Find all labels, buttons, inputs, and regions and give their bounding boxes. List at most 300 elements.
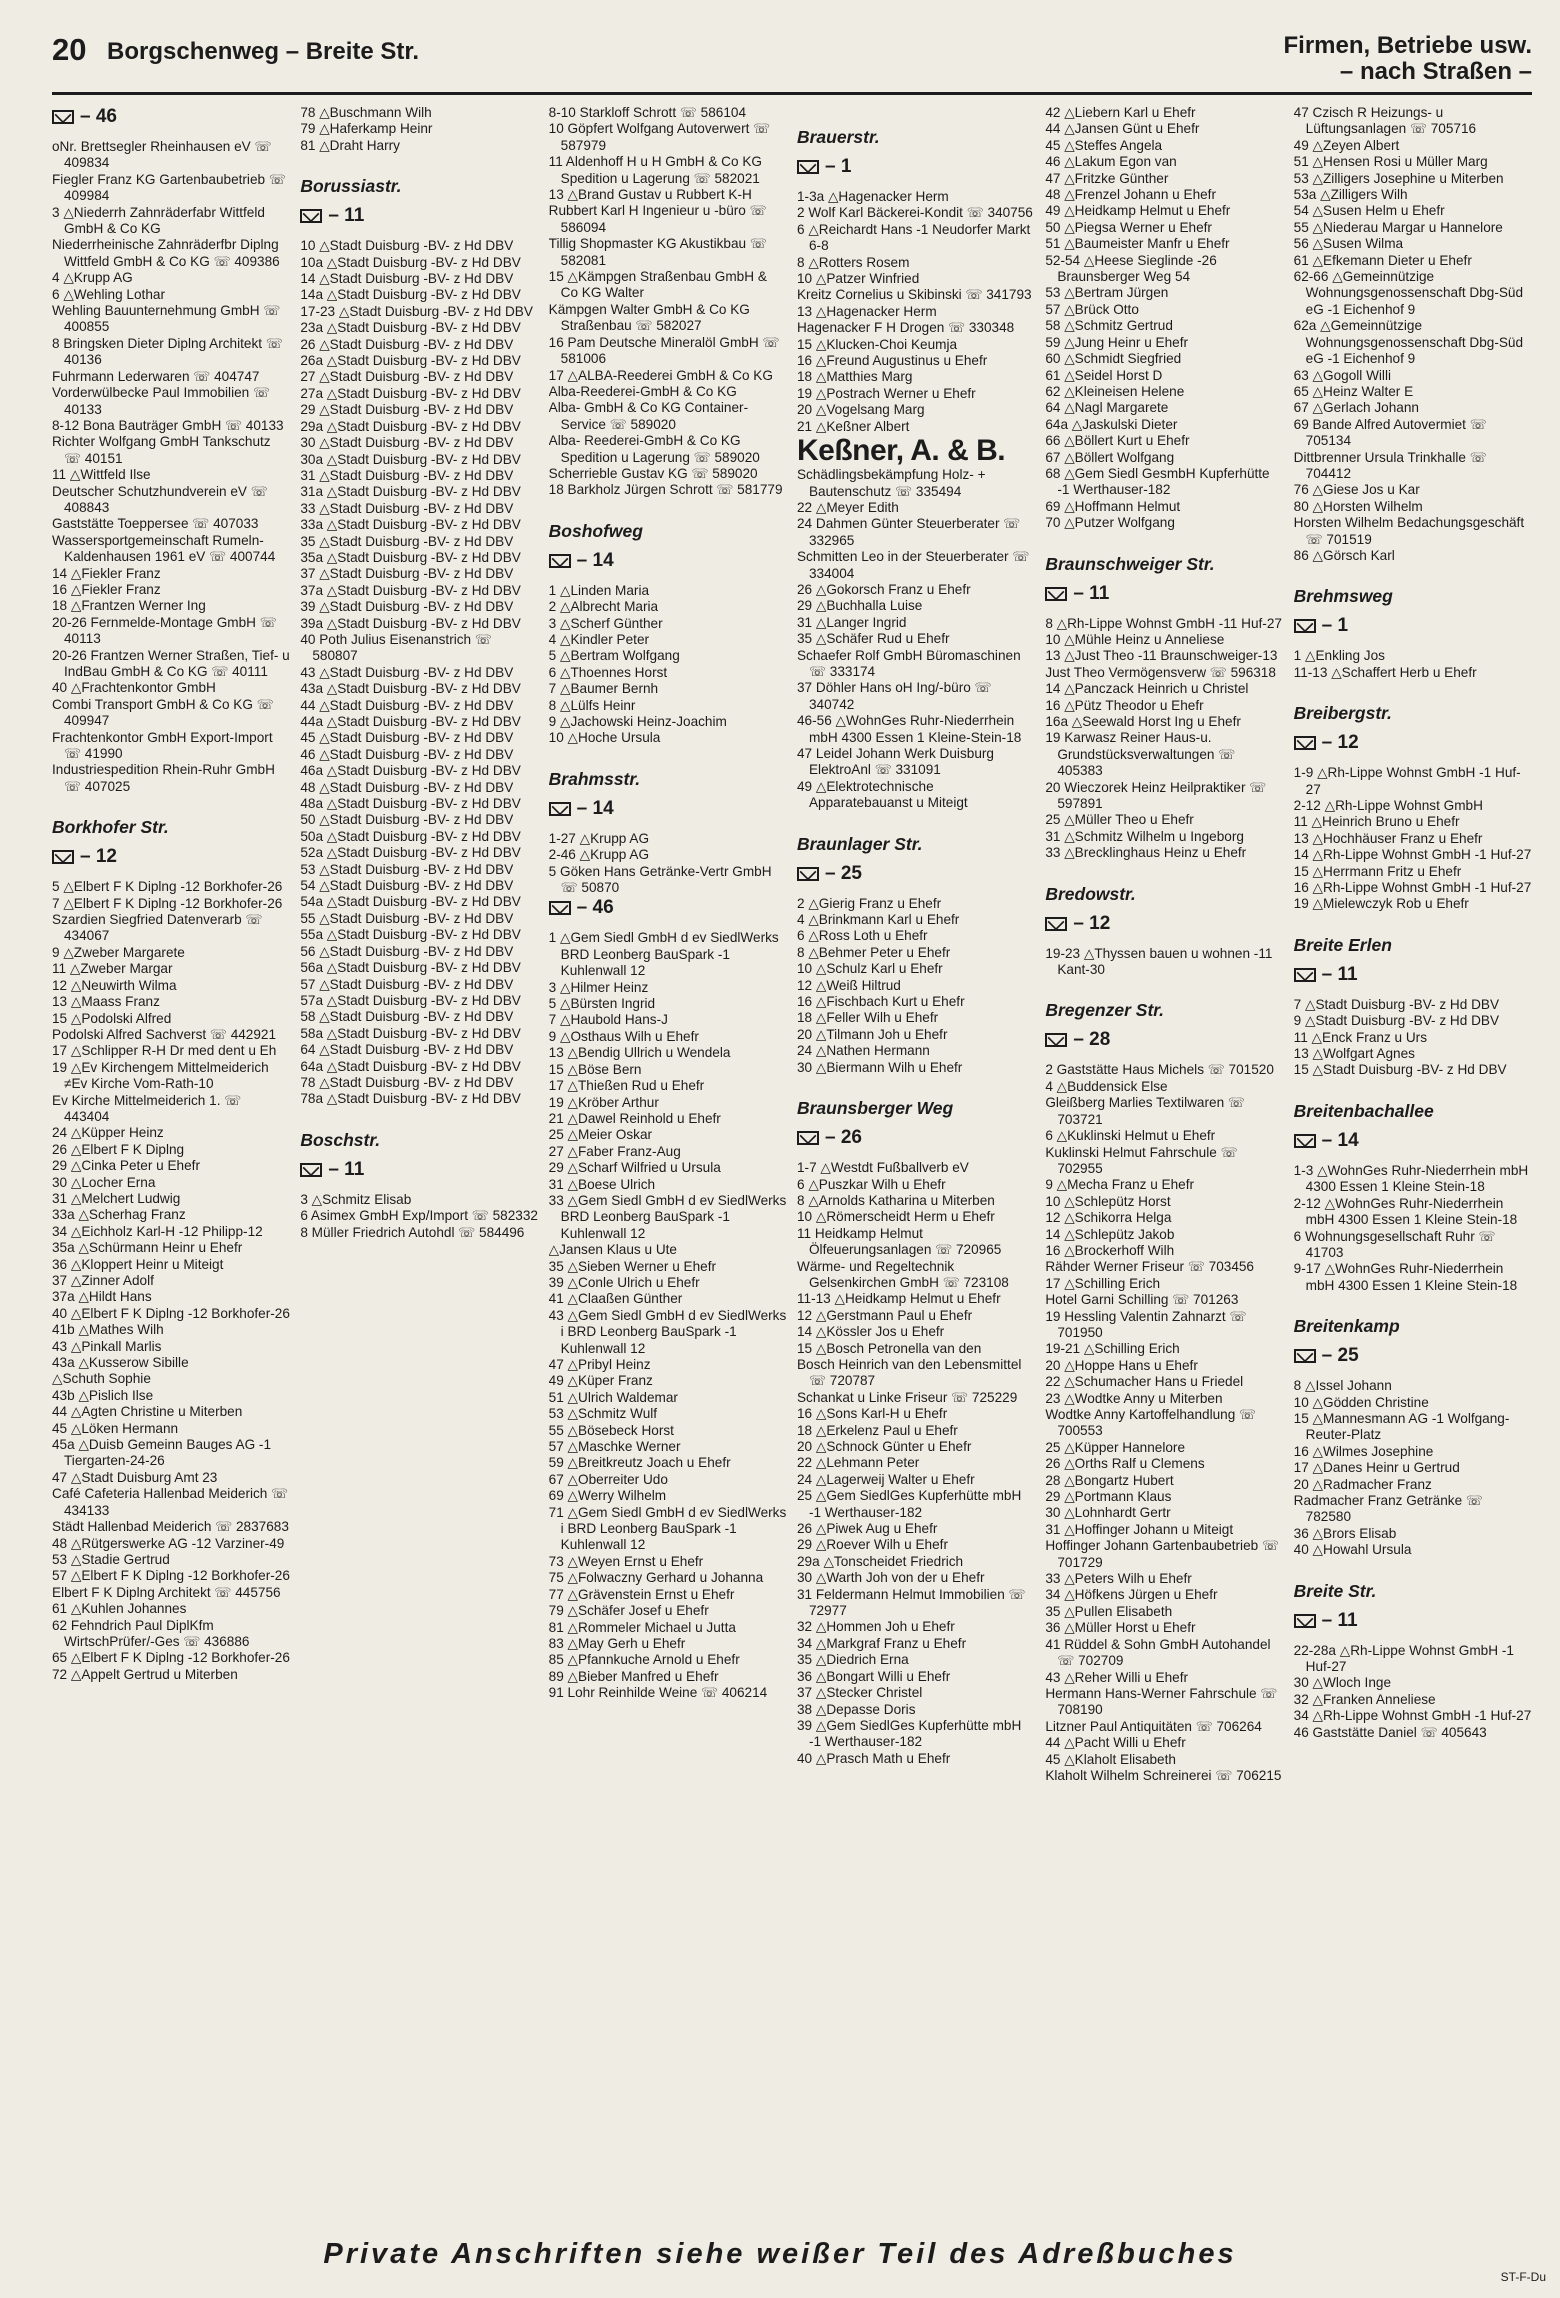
directory-entry: 67 △Oberreiter Udo — [548, 1471, 668, 1487]
directory-entry: Dittbrenner Ursula Trinkhalle ☏ 704412 — [1293, 449, 1487, 481]
directory-entry: 16 Pam Deutsche Mineralöl GmbH ☏ 581006 — [548, 334, 780, 367]
directory-entry: 6 Asimex GmbH Exp/Import ☏ 582332 — [300, 1208, 538, 1224]
street-heading: Breitenbachallee — [1293, 1100, 1434, 1121]
street-heading: Breite Erlen — [1293, 934, 1392, 955]
directory-entry: 69 △Werry Wilhelm — [548, 1488, 667, 1504]
envelope-icon — [1045, 917, 1067, 931]
directory-entry: 37 △Stadt Duisburg -BV- z Hd DBV — [300, 566, 514, 582]
column-1 — [52, 105, 290, 2185]
directory-entry: 44 △Jansen Günt u Ehefr — [1045, 121, 1200, 137]
directory-entry: Wärme- und Regeltechnik Gelsenkirchen GmbH ☏ 723108 — [796, 1258, 1009, 1290]
directory-entry: 31 △Melchert Ludwig — [52, 1190, 181, 1206]
directory-entry: 59 △Jung Heinr u Ehefr — [1045, 334, 1189, 350]
directory-entry: 2-46 △Krupp AG — [548, 847, 650, 863]
directory-entry: Alba- Reederei-GmbH & Co KG Spedition u Lagerung ☏ 589020 — [548, 433, 760, 465]
company-display-ad: Keßner, A. & B. — [796, 434, 1006, 468]
section-title: Firmen, Betriebe usw. — [1283, 32, 1532, 59]
directory-entry: 50 △Stadt Duisburg -BV- z Hd DBV — [300, 812, 514, 828]
envelope-icon — [1045, 1033, 1067, 1047]
directory-entry: 51 △Hensen Rosi u Müller Marg — [1293, 154, 1488, 170]
directory-entry: 2 △Albrecht Maria — [548, 599, 659, 615]
directory-entry: 17-23 △Stadt Duisburg -BV- z Hd DBV — [300, 303, 533, 319]
directory-entry: 63 △Gogoll Willi — [1293, 367, 1391, 383]
directory-entry: 16 △Fischbach Kurt u Ehefr — [796, 994, 965, 1010]
directory-entry: 12 △Neuwirth Wilma — [52, 977, 177, 993]
directory-entry: 10 △Stadt Duisburg -BV- z Hd DBV — [300, 238, 514, 254]
postal-code: – 46 — [80, 106, 117, 127]
directory-entry: Schmitten Leo in der Steuerberater ☏ 334004 — [796, 549, 1030, 581]
directory-entry: 47 Leidel Johann Werk Duisburg ElektroAnl ☏ 331091 — [796, 746, 994, 778]
directory-entry: 16 △Fiekler Franz — [52, 581, 161, 597]
directory-entry: 49 △Zeyen Albert — [1293, 137, 1400, 153]
directory-entry: 54 △Stadt Duisburg -BV- z Hd DBV — [300, 878, 514, 894]
directory-entry: Horsten Wilhelm Bedachungsgeschäft ☏ 701519 — [1293, 515, 1525, 547]
directory-entry: Fiegler Franz KG Gartenbaubetrieb ☏ 409984 — [52, 171, 286, 204]
directory-entry: 20 △Schnock Günter u Ehefr — [796, 1439, 972, 1454]
directory-entry: 8 △Lülfs Heinr — [548, 697, 636, 713]
postal-district — [1045, 912, 1283, 936]
postal-code: – 11 — [328, 205, 365, 227]
directory-entry: Rubbert Karl H Ingenieur u -büro ☏ 586094 — [548, 203, 767, 235]
directory-entry: 80 △Horsten Wilhelm — [1293, 498, 1423, 514]
directory-entry: 47 △Pribyl Heinz — [548, 1357, 651, 1372]
directory-entry: 7 △Haubold Hans-J — [548, 1012, 668, 1028]
directory-entry: 2-12 △Rh-Lippe Wohnst GmbH — [1293, 798, 1483, 813]
directory-entry: 7 △Elbert F K Diplng -12 Borkhofer-26 — [52, 895, 283, 911]
postal-district — [1294, 1344, 1532, 1368]
directory-entry: 77 △Grävenstein Ernst u Ehefr — [548, 1586, 735, 1602]
directory-entry: 72 △Appelt Gertrud u Miterben — [52, 1666, 238, 1682]
directory-entry: 41 △Claaßen Günther — [548, 1291, 683, 1307]
envelope-icon — [549, 554, 571, 568]
directory-entry: 51 △Ulrich Waldemar — [548, 1389, 678, 1405]
directory-entry: 16 △Rh-Lippe Wohnst GmbH -1 Huf-27 — [1293, 880, 1532, 896]
directory-entry: Tillig Shopmaster KG Akustikbau ☏ 582081 — [548, 236, 767, 268]
directory-entry: Litzner Paul Antiquitäten ☏ 706264 — [1045, 1718, 1262, 1734]
directory-entry: 47 △Stadt Duisburg Amt 23 — [52, 1469, 218, 1485]
street-heading: Borussiastr. — [300, 176, 402, 197]
directory-entry: 2 Wolf Karl Bäckerei-Kondit ☏ 340756 — [796, 205, 1033, 221]
directory-entry: 32 △Hommen Joh u Ehefr — [796, 1619, 955, 1635]
directory-entry: 29 △Portmann Klaus — [1045, 1489, 1172, 1505]
postal-district — [797, 1126, 1035, 1150]
directory-entry: 18 Barkholz Jürgen Schrott ☏ 581779 — [548, 482, 783, 498]
directory-entry: 29 △Roever Wilh u Ehefr — [796, 1537, 948, 1553]
directory-entry: 43a △Stadt Duisburg -BV- z Hd DBV — [300, 681, 521, 697]
directory-entry: 10 Göpfert Wolfgang Autoverwert ☏ 587979 — [548, 121, 771, 153]
directory-entry: Hagenacker F H Drogen ☏ 330348 — [796, 320, 1015, 336]
directory-entry: 76 △Giese Jos u Kar — [1293, 482, 1420, 498]
directory-entry: 51 △Baumeister Manfr u Ehefr — [1045, 236, 1230, 252]
directory-entry: 31 △Langer Ingrid — [796, 614, 907, 630]
envelope-icon — [52, 850, 74, 864]
directory-entry: 1 △Gem Siedl GmbH d ev SiedlWerks BRD Leonberg BauSpark -1 Kuhlenwall 12 — [548, 930, 779, 979]
directory-entry: 61 △Kuhlen Johannes — [52, 1601, 187, 1617]
directory-entry: 14 △Schlepütz Jakob — [1045, 1226, 1175, 1242]
column-2 — [300, 105, 538, 2185]
directory-entry: 56a △Stadt Duisburg -BV- z Hd DBV — [300, 960, 521, 976]
directory-entry: 13 △Hagenacker Herm — [796, 303, 937, 319]
directory-entry: 20 Wieczorek Heinz Heilpraktiker ☏ 597891 — [1045, 779, 1267, 812]
directory-entry: 20 △Tilmann Joh u Ehefr — [796, 1026, 948, 1042]
directory-entry: 78a △Stadt Duisburg -BV- z Hd DBV — [300, 1091, 521, 1107]
street-heading: Boschstr. — [300, 1129, 381, 1150]
directory-entry: Podolski Alfred Sachverst ☏ 442921 — [52, 1026, 277, 1042]
directory-entry: 79 △Haferkamp Heinr — [300, 121, 433, 137]
directory-entry: 16 △Pütz Theodor u Ehefr — [1045, 697, 1204, 713]
directory-entry: 33 △Brecklinghaus Heinz u Ehefr — [1045, 845, 1247, 861]
postal-district — [797, 155, 1035, 179]
directory-entry: 1-9 △Rh-Lippe Wohnst GmbH -1 Huf-27 — [1293, 765, 1521, 797]
directory-entry: 32 △Franken Anneliese — [1293, 1691, 1436, 1707]
postal-code: – 1 — [824, 156, 852, 177]
directory-entry: 13 △Just Theo -11 Braunschweiger-13 — [1045, 648, 1278, 664]
directory-entry: 19-21 △Schilling Erich — [1045, 1341, 1180, 1357]
directory-entry: 13 △Bendig Ullrich u Wendela — [548, 1045, 731, 1061]
postal-code: – 14 — [576, 549, 614, 571]
column-6 — [1294, 105, 1532, 2185]
directory-entry: 29 △Scharf Wilfried u Ursula — [548, 1160, 721, 1176]
directory-entry: 41b △Mathes Wilh — [52, 1322, 164, 1338]
directory-entry: 21 △Dawel Reinhold u Ehefr — [548, 1110, 721, 1126]
directory-entry: 49 △Elektrotechnische Apparatebauanst u Miteigt — [796, 778, 968, 811]
directory-entry: 65 △Heinz Walter E — [1293, 383, 1414, 399]
directory-entry: 50a △Stadt Duisburg -BV- z Hd DBV — [300, 828, 521, 844]
directory-entry: 19 Karwasz Reiner Haus-u. Grundstücksverwaltungen ☏ 405383 — [1045, 730, 1236, 779]
postal-code: – 28 — [1073, 1029, 1111, 1051]
directory-entry: 47 △Fritzke Günther — [1045, 170, 1169, 186]
directory-entry: 13 △Maass Franz — [52, 994, 160, 1010]
directory-entry: 81 △Rommeler Michael u Jutta — [548, 1619, 736, 1635]
directory-entry: 45 △Stadt Duisburg -BV- z Hd DBV — [300, 730, 514, 746]
directory-entry: Hermann Hans-Werner Fahrschule ☏ 708190 — [1045, 1685, 1278, 1718]
directory-entry: 10 △Mühle Heinz u Anneliese — [1045, 631, 1225, 647]
directory-entry: 2 △Gierig Franz u Ehefr — [796, 895, 942, 911]
directory-entry: 16 △Freund Augustinus u Ehefr — [796, 353, 988, 369]
directory-entry: 75 △Folwaczny Gerhard u Johanna — [548, 1570, 764, 1586]
directory-entry: 12 △Weiß Hiltrud — [796, 977, 901, 993]
directory-entry: 7 △Stadt Duisburg -BV- z Hd DBV — [1293, 996, 1500, 1012]
directory-entry: 17 △ALBA-Reederei GmbH & Co KG — [548, 367, 773, 383]
directory-entry: 22 △Lehmann Peter — [796, 1455, 920, 1471]
postal-code: – 14 — [1321, 1129, 1359, 1151]
directory-entry: 20 △Radmacher Franz — [1293, 1476, 1432, 1492]
directory-entry: 29 △Buchhalla Luise — [796, 598, 923, 614]
directory-entry: 5 △Elbert F K Diplng -12 Borkhofer-26 — [52, 879, 283, 895]
street-heading: Boshofweg — [548, 520, 643, 541]
directory-entry: 8-10 Starkloff Schrott ☏ 586104 — [548, 105, 747, 120]
directory-entry: 43b △Pislich Ilse — [52, 1387, 154, 1403]
directory-entry: 11 Aldenhoff H u H GmbH & Co KG Spedition u Lagerung ☏ 582021 — [548, 154, 762, 186]
directory-entry: 1-7 △Westdt Fußballverb eV — [796, 1160, 969, 1176]
directory-entry: 29a △Tonscheidet Friedrich — [796, 1553, 964, 1569]
directory-entry: 46 Gaststätte Daniel ☏ 405643 — [1293, 1724, 1487, 1740]
directory-entry: 33 △Gem Siedl GmbH d ev SiedlWerks BRD Leonberg BauSpark -1 Kuhlenwall 12 — [548, 1192, 787, 1241]
directory-entry: 20 △Vogelsang Marg — [796, 402, 925, 418]
directory-entry: 15 △Mannesmann AG -1 Wolfgang-Reuter-Platz — [1293, 1410, 1510, 1443]
envelope-icon — [1294, 1614, 1316, 1628]
street-heading: Braunschweiger Str. — [1045, 553, 1215, 574]
directory-entry: 19 △Postrach Werner u Ehefr — [796, 385, 976, 401]
directory-entry: Radmacher Franz Getränke ☏ 782580 — [1293, 1492, 1483, 1525]
postal-district — [1294, 963, 1532, 987]
page-number: 20 — [52, 32, 87, 67]
directory-entry: 53a △Zilligers Wilh — [1293, 187, 1408, 203]
directory-entry: 91 Lohr Reinhilde Weine ☏ 406214 — [548, 1685, 768, 1701]
street-heading: Braunsberger Weg — [796, 1098, 954, 1119]
directory-entry: 9-17 △WohnGes Ruhr-Niederrhein mbH 4300 Essen 1 Kleine Stein-18 — [1293, 1261, 1518, 1293]
directory-entry: 42 △Liebern Karl u Ehefr — [1045, 105, 1196, 120]
directory-entry: Schankat u Linke Friseur ☏ 725229 — [796, 1389, 1018, 1405]
directory-entry: 4 △Krupp AG — [52, 270, 133, 286]
directory-entry: 33a △Stadt Duisburg -BV- z Hd DBV — [300, 517, 521, 533]
street-heading: Brahmsstr. — [548, 768, 641, 789]
directory-entry: 14a △Stadt Duisburg -BV- z Hd DBV — [300, 287, 521, 303]
directory-entry: 15 △Podolski Alfred — [52, 1010, 172, 1026]
directory-entry: Gleißberg Marlies Textilwaren ☏ 703721 — [1045, 1095, 1245, 1127]
directory-entry: 57 △Brück Otto — [1045, 301, 1139, 317]
directory-entry: 25 △Gem SiedlGes Kupferhütte mbH -1 Werthauser-182 — [796, 1488, 1022, 1520]
directory-entry: 35 △Diedrich Erna — [796, 1652, 909, 1668]
directory-entry: 26 △Elbert F K Diplng — [52, 1141, 185, 1157]
directory-entry: 85 △Pfannkuche Arnold u Ehefr — [548, 1652, 740, 1668]
directory-entry: 16 △Brockerhoff Wilh — [1045, 1242, 1175, 1258]
directory-entry: 4 △Kindler Peter — [548, 631, 650, 647]
directory-entry: Deutscher Schutzhundverein eV ☏ 408843 — [52, 483, 268, 515]
directory-entry: 15 △Stadt Duisburg -BV- z Hd DBV — [1293, 1062, 1507, 1078]
directory-entry: 29 △Cinka Peter u Ehefr — [52, 1158, 200, 1174]
directory-entry: 48a △Stadt Duisburg -BV- z Hd DBV — [300, 796, 521, 812]
directory-entry: 58 △Stadt Duisburg -BV- z Hd DBV — [300, 1009, 514, 1025]
directory-entry: 15 △Klucken-Choi Keumja — [796, 336, 958, 352]
directory-entry: 9 △Stadt Duisburg -BV- z Hd DBV — [1293, 1013, 1500, 1029]
directory-entry: 43a △Kusserow Sibille — [52, 1355, 189, 1371]
directory-entry: 28 △Bongartz Hubert — [1045, 1472, 1174, 1488]
directory-entry: 11 △Heinrich Bruno u Ehefr — [1293, 814, 1460, 830]
postal-district — [1045, 1028, 1283, 1052]
directory-entry: 11-13 △Heidkamp Helmut u Ehefr — [796, 1291, 1001, 1307]
directory-entry: 26 △Stadt Duisburg -BV- z Hd DBV — [300, 336, 514, 352]
directory-entry: Alba-Reederei-GmbH & Co KG — [548, 383, 737, 399]
directory-entry: 69 △Hoffmann Helmut — [1045, 498, 1181, 514]
directory-entry: 16 △Sons Karl-H u Ehefr — [796, 1406, 948, 1422]
directory-entry: Rähder Werner Friseur ☏ 703456 — [1045, 1259, 1254, 1275]
directory-entry: 37a △Hildt Hans — [52, 1289, 152, 1305]
directory-entry: 6 △Ross Loth u Ehefr — [796, 928, 928, 944]
postal-district — [52, 105, 290, 129]
directory-entry: 79 △Schäfer Josef u Ehefr — [548, 1603, 709, 1619]
directory-entry: 18 △Frantzen Werner Ing — [52, 598, 206, 614]
directory-entry: 40 Poth Julius Eisenanstrich ☏ 580807 — [300, 631, 492, 664]
directory-entry: 15 △Bosch Petronella van den — [796, 1340, 982, 1356]
directory-entry: 14 △Stadt Duisburg -BV- z Hd DBV — [300, 271, 514, 287]
directory-entry: Hoffinger Johann Gartenbaubetrieb ☏ 701729 — [1045, 1538, 1279, 1570]
directory-entry: 48 △Rütgerswerke AG -12 Varziner-49 — [52, 1535, 285, 1551]
directory-entry: 35 △Pullen Elisabeth — [1045, 1603, 1173, 1619]
directory-entry: 6 △Puszkar Wilh u Ehefr — [796, 1176, 946, 1192]
directory-entry: 34 △Markgraf Franz u Ehefr — [796, 1635, 967, 1651]
directory-entry: 34 △Rh-Lippe Wohnst GmbH -1 Huf-27 — [1293, 1708, 1532, 1724]
directory-entry: 25 △Küpper Hannelore — [1045, 1439, 1186, 1455]
street-heading: Bregenzer Str. — [1045, 1000, 1164, 1021]
directory-entry: 52-54 △Heese Sieglinde -26 Braunsberger Weg 54 — [1045, 252, 1217, 285]
directory-entry: 8-12 Bona Bauträger GmbH ☏ 40133 — [52, 417, 284, 433]
directory-entry: 46a △Stadt Duisburg -BV- z Hd DBV — [300, 763, 521, 779]
directory-entry: 14 △Rh-Lippe Wohnst GmbH -1 Huf-27 — [1293, 847, 1532, 863]
directory-entry: 11 △Zweber Margar — [52, 961, 173, 977]
directory-entry: Fuhrmann Lederwaren ☏ 404747 — [52, 368, 260, 384]
directory-entry: 36 △Brors Elisab — [1293, 1525, 1397, 1541]
directory-entry: 24 △Küpper Heinz — [52, 1125, 164, 1141]
postal-district — [1294, 1609, 1532, 1633]
directory-entry: 30a △Stadt Duisburg -BV- z Hd DBV — [300, 451, 521, 467]
directory-entry: 26 △Gokorsch Franz u Ehefr — [796, 581, 971, 597]
directory-entry: 73 △Weyen Ernst u Ehefr — [548, 1553, 704, 1569]
street-heading: Brehmsweg — [1293, 586, 1393, 607]
directory-entry: 31 △Schmitz Wilhelm u Ingeborg — [1045, 828, 1244, 844]
postal-code: – 12 — [80, 846, 117, 868]
directory-entry: 5 Göken Hans Getränke-Vertr GmbH ☏ 50870 — [548, 863, 772, 896]
directory-entry: 48 △Stadt Duisburg -BV- z Hd DBV — [300, 779, 514, 795]
directory-entry: 35a △Stadt Duisburg -BV- z Hd DBV — [300, 549, 521, 565]
postal-code: – 14 — [576, 797, 614, 819]
directory-entry: 54a △Stadt Duisburg -BV- z Hd DBV — [300, 894, 521, 910]
directory-entry: 53 △Bertram Jürgen — [1045, 285, 1169, 301]
page-header — [52, 28, 1532, 95]
directory-entry: 27 △Faber Franz-Aug — [548, 1143, 681, 1159]
directory-entry: 37a △Stadt Duisburg -BV- z Hd DBV — [300, 582, 521, 598]
directory-entry: 37 △Stecker Christel — [796, 1685, 923, 1701]
postal-code: – 11 — [1321, 963, 1358, 985]
directory-entry: 5 △Bürsten Ingrid — [548, 996, 656, 1012]
directory-entry: 30 △Wloch Inge — [1293, 1675, 1392, 1691]
directory-entry: 13 △Brand Gustav u Rubbert K-H — [548, 187, 752, 203]
directory-entry: Kreitz Cornelius u Skibinski ☏ 341793 — [796, 287, 1032, 303]
directory-entry: 45 △Klaholt Elisabeth — [1045, 1751, 1176, 1767]
directory-entry: 40 △Elbert F K Diplng -12 Borkhofer-26 — [52, 1305, 290, 1321]
directory-entry: 11 Heidkamp Helmut Ölfeuerungsanlagen ☏ 720965 — [796, 1225, 1002, 1258]
directory-entry: 44a △Stadt Duisburg -BV- z Hd DBV — [300, 714, 521, 729]
envelope-icon — [1045, 587, 1067, 601]
directory-entry: 44 △Agten Christine u Miterben — [52, 1404, 243, 1420]
directory-entry: 39 △Stadt Duisburg -BV- z Hd DBV — [300, 599, 514, 615]
directory-entry: 18 △Erkelenz Paul u Ehefr — [796, 1422, 958, 1438]
directory-entry: 29 △Stadt Duisburg -BV- z Hd DBV — [300, 402, 514, 418]
directory-entry: 64 △Nagl Margarete — [1045, 400, 1169, 416]
directory-entry: 31 △Stadt Duisburg -BV- z Hd DBV — [300, 467, 514, 483]
directory-entry: Frachtenkontor GmbH Export-Import ☏ 41990 — [52, 729, 273, 762]
directory-entry: 6 △Reichardt Hans -1 Neudorfer Markt 6-8 — [796, 221, 1031, 254]
directory-entry: 4 △Buddensick Else — [1045, 1078, 1168, 1094]
directory-entry: 58 △Schmitz Gertrud — [1045, 318, 1173, 334]
directory-entry: 86 △Görsch Karl — [1293, 547, 1395, 563]
directory-entry: Wassersportgemeinschaft Rumeln-Kaldenhausen 1961 eV ☏ 400744 — [52, 532, 276, 565]
directory-entry: 14 △Panczack Heinrich u Christel — [1045, 681, 1249, 697]
street-heading: Braunlager Str. — [796, 833, 923, 854]
directory-entry: 54 △Susen Helm u Ehefr — [1293, 203, 1445, 219]
street-heading: Breitenkamp — [1293, 1316, 1400, 1337]
directory-entry: 3 △Hilmer Heinz — [548, 979, 649, 995]
directory-entry: 37 △Zinner Adolf — [52, 1273, 154, 1288]
directory-entry: 11 △Enck Franz u Urs — [1293, 1029, 1427, 1045]
directory-entry: 9 △Osthaus Wilh u Ehefr — [548, 1028, 699, 1044]
directory-entry: 39 △Gem SiedlGes Kupferhütte mbH -1 Werthauser-182 — [796, 1717, 1022, 1750]
postal-code: – 11 — [328, 1158, 365, 1180]
directory-entry: 57 △Elbert F K Diplng -12 Borkhofer-26 — [52, 1568, 290, 1584]
directory-entry: 64a △Stadt Duisburg -BV- z Hd DBV — [300, 1058, 521, 1074]
directory-entry: 10 △Patzer Winfried — [796, 271, 920, 287]
directory-entry: 1 △Enkling Jos — [1293, 648, 1385, 664]
envelope-icon — [300, 209, 322, 223]
directory-entry: 8 △Rotters Rosem — [796, 254, 910, 270]
directory-entry: 14 △Kössler Jos u Ehefr — [796, 1324, 945, 1340]
directory-entry: 60 △Schmidt Siegfried — [1045, 351, 1182, 367]
directory-entry: 16 △Wilmes Josephine — [1293, 1443, 1434, 1459]
directory-entry: 23 △Wodtke Anny u Miterben — [1045, 1390, 1223, 1406]
street-heading: Breite Str. — [1293, 1580, 1377, 1601]
directory-entry: 10 △Hoche Ursula — [548, 730, 661, 746]
directory-entry: 20-26 Fernmelde-Montage GmbH ☏ 40113 — [52, 614, 277, 647]
directory-entry: Vorderwülbecke Paul Immobilien ☏ 40133 — [52, 385, 270, 417]
directory-entry: 46-56 △WohnGes Ruhr-Niederrhein mbH 4300 Essen 1 Kleine-Stein-18 — [796, 713, 1022, 745]
directory-entry: 45a △Duisb Gemeinn Bauges AG -1 Tiergarten-24-26 — [52, 1437, 272, 1469]
directory-entry: 67 △Gerlach Johann — [1293, 400, 1419, 416]
directory-entry: 27 △Stadt Duisburg -BV- z Hd DBV — [300, 369, 514, 385]
directory-entry: 78 △Buschmann Wilh — [300, 105, 432, 120]
directory-entry: 43 △Pinkall Marlis — [52, 1338, 162, 1354]
directory-entry: 35a △Schürmann Heinr u Ehefr — [52, 1240, 243, 1256]
envelope-icon — [1294, 619, 1316, 633]
directory-entry: 8 △Behmer Peter u Ehefr — [796, 944, 951, 960]
directory-entry: 66 △Böllert Kurt u Ehefr — [1045, 433, 1190, 449]
footer-note: Private Anschriften siehe weißer Teil des Adreßbuches — [323, 2238, 1237, 2270]
postal-code: – 25 — [1321, 1345, 1359, 1367]
envelope-icon — [549, 901, 571, 915]
directory-entry: 19 △Mielewczyk Rob u Ehefr — [1293, 896, 1469, 912]
directory-entry: 25 △Müller Theo u Ehefr — [1045, 812, 1194, 828]
postal-district — [1294, 1129, 1532, 1153]
directory-entry: 57a △Stadt Duisburg -BV- z Hd DBV — [300, 992, 521, 1008]
directory-entry: oNr. Brettsegler Rheinhausen eV ☏ 409834 — [52, 139, 272, 171]
directory-entry: 49 △Heidkamp Helmut u Ehefr — [1045, 203, 1231, 219]
directory-entry: 21 △Keßner Albert — [796, 418, 910, 434]
directory-entry: Wehling Bauunternehmung GmbH ☏ 400855 — [52, 303, 281, 335]
postal-code: – 46 — [576, 897, 614, 919]
directory-entry: 15 △Kämpgen Straßenbau GmbH & Co KG Walter — [548, 269, 767, 301]
directory-entry: 30 △Stadt Duisburg -BV- z Hd DBV — [300, 435, 514, 451]
directory-entry: 36 △Bongart Willi u Ehefr — [796, 1668, 951, 1684]
directory-entry: 57 △Stadt Duisburg -BV- z Hd DBV — [300, 976, 514, 992]
directory-entry: 53 △Stadt Duisburg -BV- z Hd DBV — [300, 861, 514, 877]
directory-entry: 41 Rüddel & Sohn GmbH Autohandel ☏ 702709 — [1045, 1636, 1271, 1669]
envelope-icon — [1294, 1349, 1316, 1363]
directory-entry: 10 △Gödden Christine — [1293, 1394, 1429, 1410]
directory-entry: 5 △Bertram Wolfgang — [548, 648, 680, 664]
directory-entry: 12 △Schikorra Helga — [1045, 1210, 1172, 1226]
directory-entry: 30 △Locher Erna — [52, 1174, 156, 1190]
directory-entry: 43 △Reher Willi u Ehefr — [1045, 1669, 1188, 1685]
directory-entry: 78 △Stadt Duisburg -BV- z Hd DBV — [300, 1074, 514, 1090]
directory-entry: 17 △Thießen Rud u Ehefr — [548, 1078, 705, 1094]
postal-code: – 11 — [1321, 1609, 1358, 1631]
street-heading: Breibergstr. — [1293, 703, 1392, 724]
directory-entry: Wodtke Anny Kartoffelhandlung ☏ 700553 — [1045, 1407, 1257, 1439]
directory-entry: Städt Hallenbad Meiderich ☏ 2837683 — [52, 1519, 289, 1535]
column-4 — [797, 105, 1035, 2185]
directory-entry: 61 △Seidel Horst D — [1045, 367, 1163, 383]
directory-entry: 31 △Boese Ulrich — [548, 1176, 656, 1192]
directory-entry: Ev Kirche Mittelmeiderich 1. ☏ 443404 — [52, 1092, 242, 1124]
